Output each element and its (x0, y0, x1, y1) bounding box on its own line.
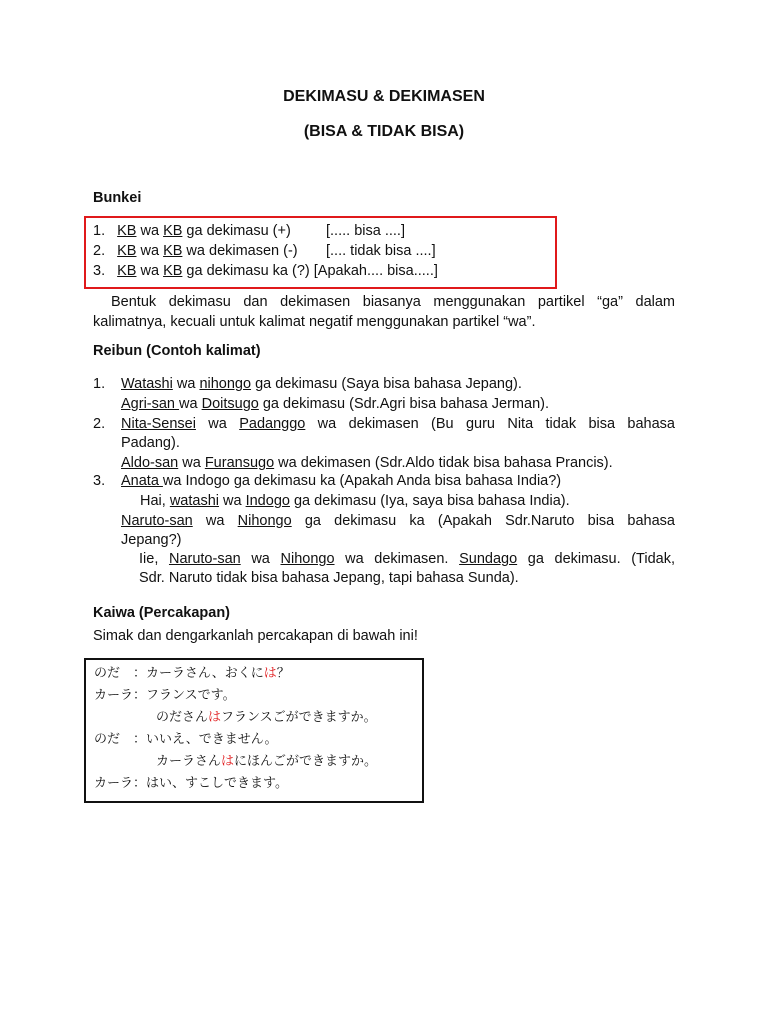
text: wa (192, 513, 238, 529)
text: wa dekimasen. (334, 551, 460, 567)
text: wa (240, 551, 281, 567)
kb-term: KB (117, 243, 137, 259)
reibun-line: Sdr. Naruto tidak bisa bahasa Jepang, tapi bahasa Sunda). (139, 570, 519, 586)
paragraph-line-1: Bentuk dekimasu dan dekimasen biasanya menggunakan partikel “ga” dalam (111, 294, 675, 310)
reibun-line (139, 549, 675, 569)
dialogue-line (94, 663, 290, 685)
vocab-term: watashi (169, 493, 219, 509)
pattern-text: wa dekimasen (-) (182, 243, 298, 259)
text: wa (219, 493, 246, 509)
reibun-line (121, 511, 675, 531)
kaiwa-intro: Simak dan dengarkanlah percakapan di bawah ini! (93, 628, 418, 644)
bunkei-heading: Bunkei (93, 190, 142, 206)
particle: wa (136, 223, 164, 239)
dialogue-text: フランスごができますか。 (221, 710, 377, 725)
bunkei-row-2 (93, 241, 298, 261)
vocab-term: Naruto-san (168, 551, 241, 567)
text: wa dekimasen (Bu guru Nita tidak bisa bahasa (305, 416, 675, 432)
reibun-number-2: 2. (93, 416, 106, 432)
vocab-term: Nihongo (237, 513, 292, 529)
text: wa (178, 455, 205, 471)
text: ga dekimasu (Iya, saya bisa bahasa India). (289, 493, 570, 509)
page-subtitle: (BISA & TIDAK BISA) (303, 123, 465, 140)
vocab-term: Naruto-san (121, 513, 193, 529)
dialogue-text: ？ (276, 666, 290, 681)
vocab-term: nihongo (199, 376, 252, 392)
bunkei-row-1 (93, 221, 291, 241)
dialogue-line (156, 707, 377, 729)
reibun-line (121, 471, 561, 491)
kb-term: KB (163, 223, 183, 239)
dialogue-text: のださん (156, 710, 209, 725)
particle: wa (136, 243, 164, 259)
text: wa (179, 396, 202, 412)
vocab-term: Agri-san (121, 396, 180, 412)
kaiwa-heading: Kaiwa (Percakapan) (93, 605, 231, 621)
dialogue-text: カーラさん (156, 754, 222, 769)
kb-term: KB (163, 243, 183, 259)
reibun-line (121, 394, 549, 414)
vocab-term: Nita-Sensei (121, 416, 196, 432)
page-title: DEKIMASU & DEKIMASEN (283, 88, 485, 105)
reibun-line (121, 453, 613, 473)
particle: wa (136, 263, 164, 279)
vocab-term: Furansugo (204, 455, 275, 471)
reibun-line (140, 491, 570, 511)
kb-term: KB (163, 263, 183, 279)
paragraph-line-2: kalimatnya, kecuali untuk kalimat negatif menggunakan partikel “wa”. (93, 314, 536, 330)
dialogue-line: カーラ：はい、すこしできます。 (94, 776, 288, 791)
dialogue-line: のだ ：いいえ、できません。 (94, 732, 278, 747)
bunkei-gloss-1: [..... bisa ....] (326, 223, 405, 239)
vocab-term: Doitsugo (201, 396, 259, 412)
row-number: 3. (93, 263, 106, 279)
reibun-heading: Reibun (Contoh kalimat) (93, 343, 261, 359)
reibun-line: Jepang?) (121, 532, 182, 548)
reibun-line: Padang). (121, 435, 180, 451)
bunkei-gloss-2: [.... tidak bisa ....] (326, 243, 436, 259)
text: Hai, (140, 493, 170, 509)
vocab-term: Nihongo (280, 551, 335, 567)
text: wa dekimasen (Sdr.Aldo tidak bisa bahasa Prancis). (274, 455, 613, 471)
vocab-term: Aldo-san (121, 455, 179, 471)
reibun-line (121, 374, 522, 394)
pattern-text: ga dekimasu (+) (182, 223, 291, 239)
text: ga dekimasu ka (Apakah Sdr.Naruto bisa bahasa (291, 513, 675, 529)
kb-term: KB (117, 263, 137, 279)
vocab-term: Watashi (121, 376, 173, 392)
particle-highlight: は (208, 710, 222, 725)
text: ga dekimasu (Sdr.Agri bisa bahasa Jerman). (258, 396, 549, 412)
text: wa (195, 416, 240, 432)
dialogue-text: にほんごができますか。 (234, 754, 378, 769)
text: Iie, (139, 551, 169, 567)
bunkei-row-3 (93, 261, 438, 281)
row-number: 1. (93, 223, 106, 239)
particle-highlight: は (221, 754, 235, 769)
text: ga dekimasu. (Tidak, (517, 551, 676, 567)
text: wa Indogo ga dekimasu ka (Apakah Anda bisa bahasa India?) (162, 473, 562, 489)
text: wa (172, 376, 200, 392)
row-number: 2. (93, 243, 106, 259)
particle-highlight: は (263, 666, 277, 681)
vocab-term: Anata (121, 473, 163, 489)
dialogue-text: のだ ：カーラさん、おくに (94, 666, 264, 681)
vocab-term: Sundago (459, 551, 518, 567)
reibun-line (121, 414, 675, 434)
pattern-text: ga dekimasu ka (?) [Apakah.... bisa.....] (182, 263, 438, 279)
kb-term: KB (117, 223, 137, 239)
vocab-term: Padanggo (239, 416, 306, 432)
reibun-number-1: 1. (93, 376, 106, 392)
text: ga dekimasu (Saya bisa bahasa Jepang). (251, 376, 522, 392)
dialogue-line (156, 751, 377, 773)
dialogue-line: カーラ：フランスです。 (94, 688, 236, 703)
reibun-number-3: 3. (93, 473, 106, 489)
vocab-term: Indogo (245, 493, 290, 509)
